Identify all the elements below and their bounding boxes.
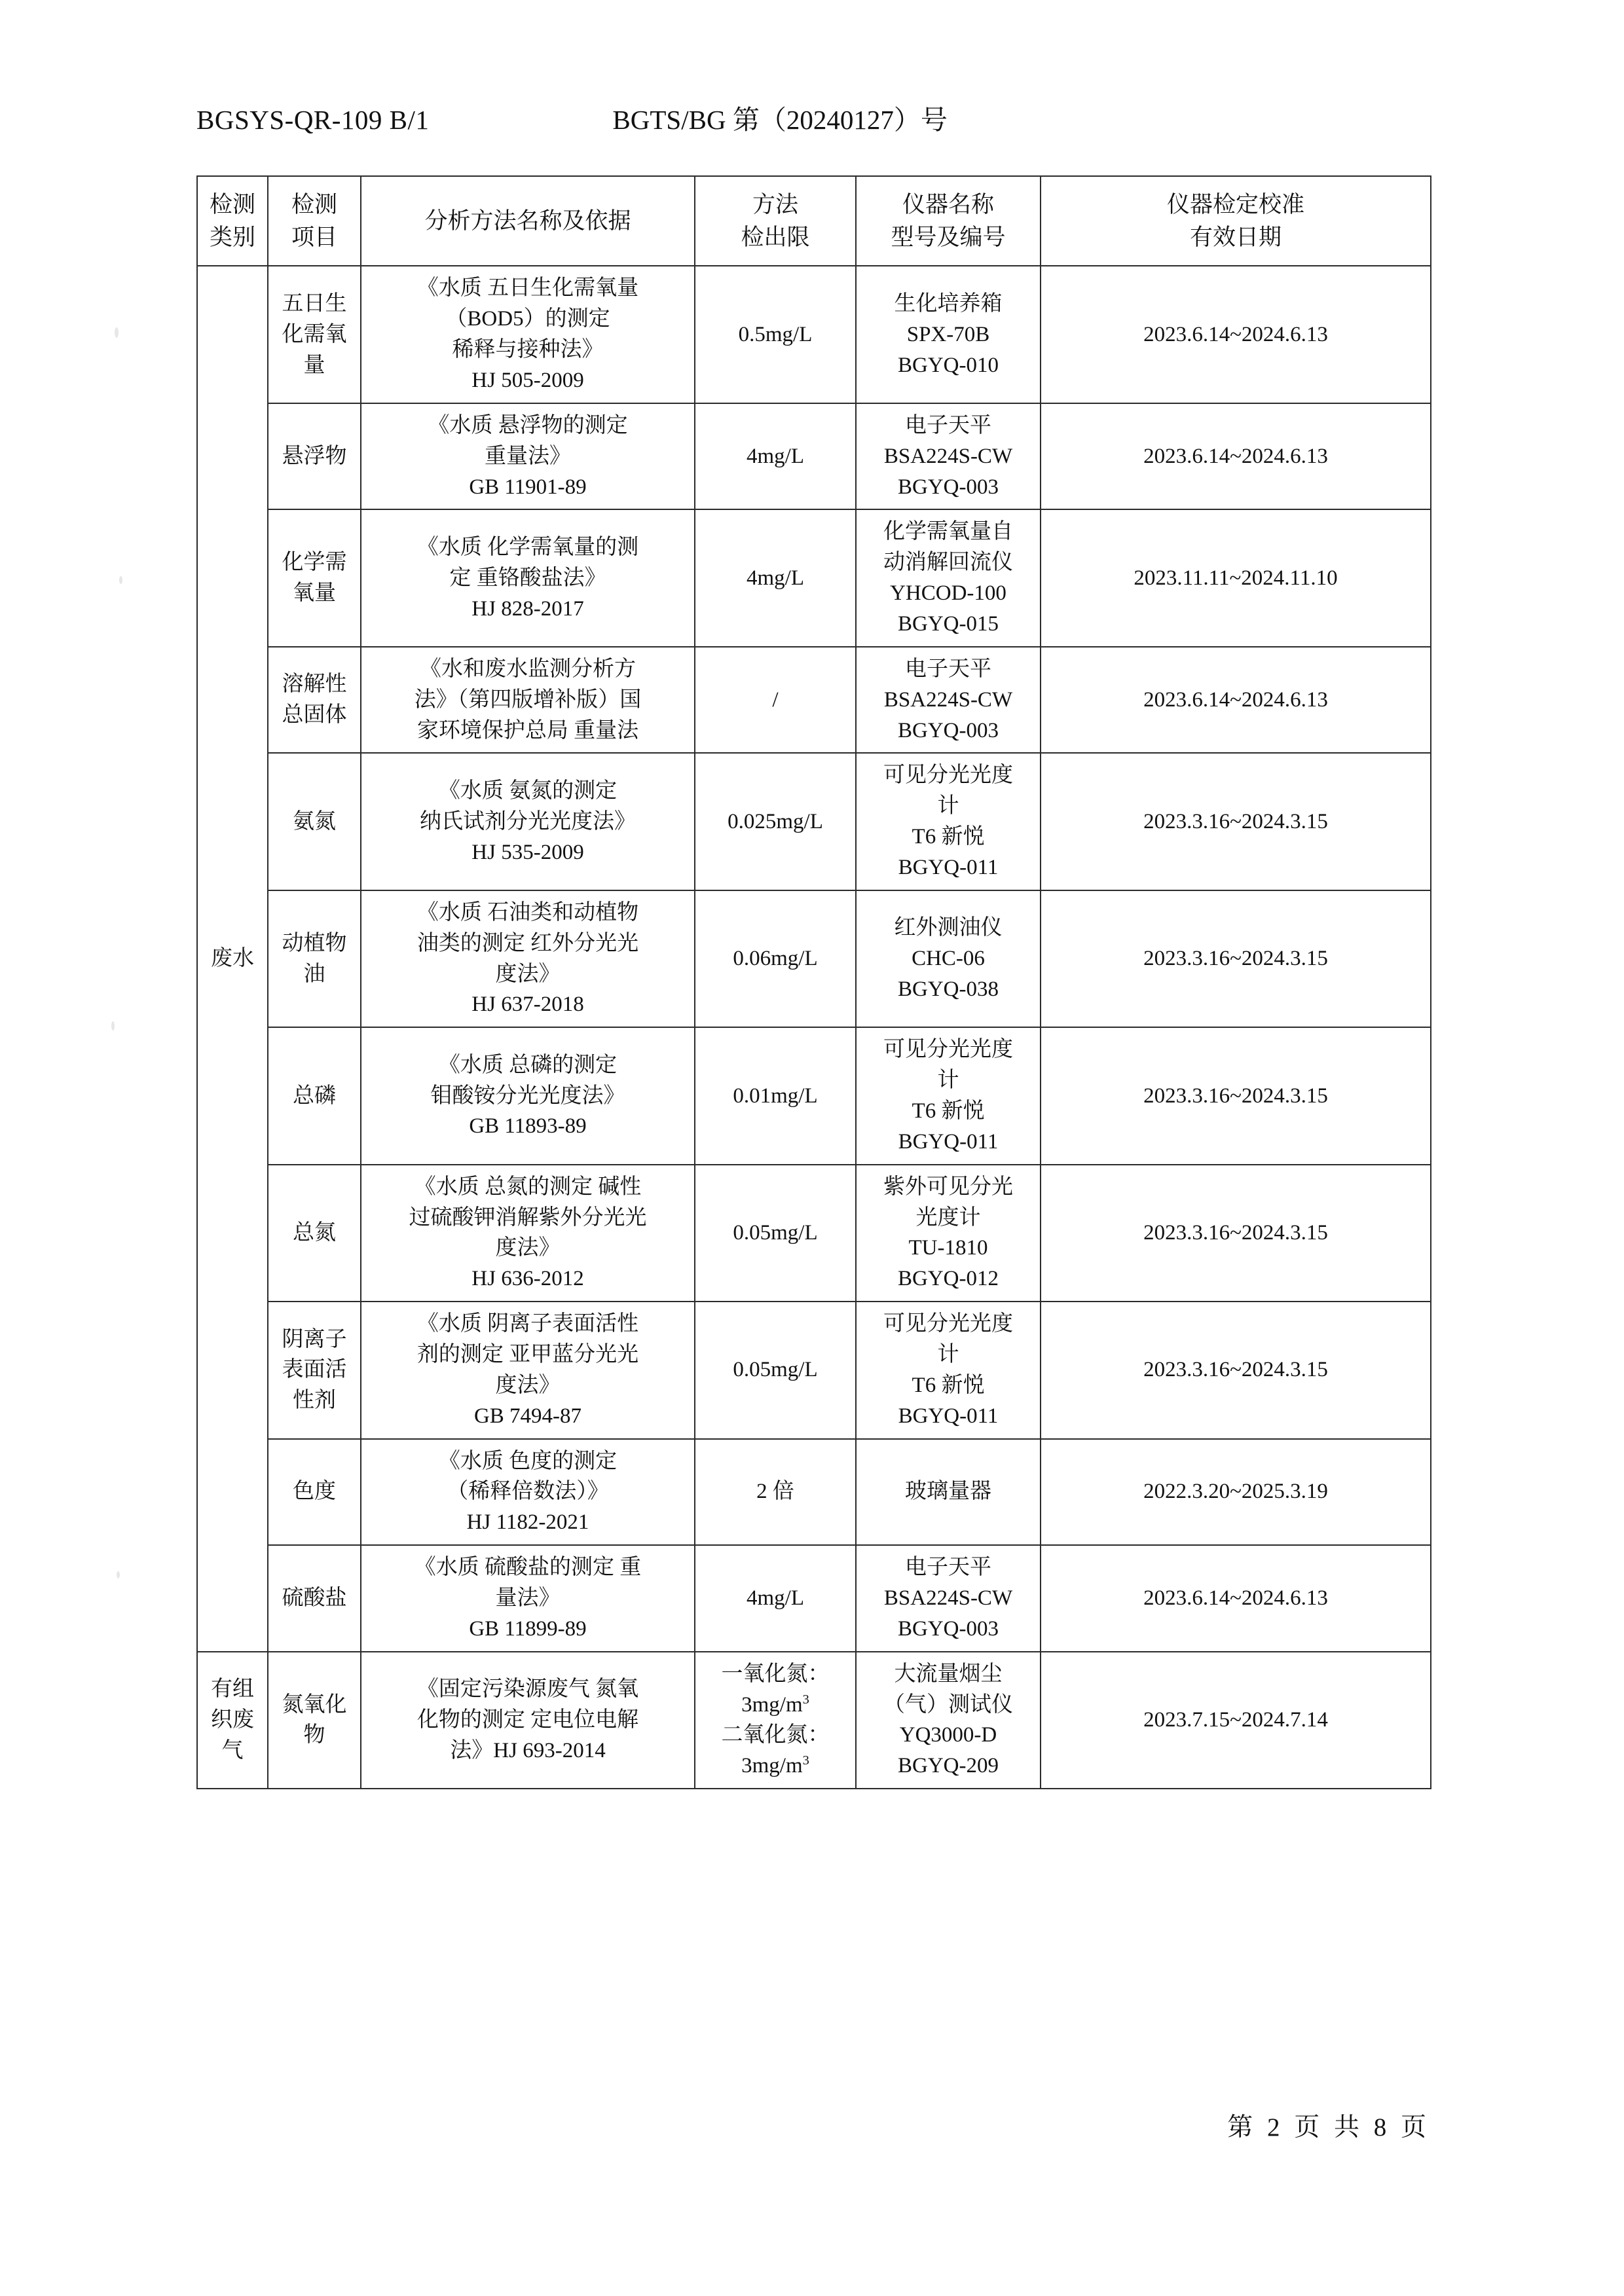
cell-method (361, 1652, 695, 1789)
cell-calibration-date: 2022.3.20~2025.3.19 (1041, 1439, 1431, 1546)
cell-instrument (856, 1027, 1041, 1164)
method-line: HJ 535-2009 (471, 840, 584, 864)
cell-method (361, 509, 695, 646)
table-row (197, 266, 1431, 403)
method-line: （BOD5）的测定 (445, 307, 610, 331)
scan-artifact (111, 1021, 115, 1030)
table-row (197, 890, 1431, 1027)
cell-instrument (856, 1165, 1041, 1302)
cell-method (361, 647, 695, 754)
cell-item: 化学需氧量 (268, 509, 361, 646)
col-header-item: 检测 项目 (268, 176, 361, 266)
instrument-line: 化学需氧量自 (883, 520, 1013, 544)
cell-method (361, 1545, 695, 1652)
instrument-line: 电子天平 (905, 1556, 991, 1580)
instrument-line: BGYQ-003 (898, 475, 999, 499)
cell-instrument (856, 1545, 1041, 1652)
cell-calibration-date: 2023.11.11~2024.11.10 (1041, 509, 1431, 646)
cell-calibration-date: 2023.3.16~2024.3.15 (1041, 1165, 1431, 1302)
cell-method (361, 403, 695, 510)
instrument-line: BGYQ-003 (898, 718, 999, 742)
method-line: 家环境保护总局 重量法 (416, 718, 639, 742)
instrument-line: 红外测油仪 (894, 916, 1003, 940)
cell-method (361, 1439, 695, 1546)
cell-instrument (856, 1302, 1041, 1438)
cell-detection-limit: 0.5mg/L (695, 266, 856, 403)
table-head (197, 176, 1431, 266)
cell-instrument (856, 647, 1041, 754)
method-line: GB 11901-89 (469, 475, 587, 499)
instrument-line: 玻璃量器 (905, 1480, 991, 1504)
cell-method (361, 1302, 695, 1438)
cell-method (361, 1165, 695, 1302)
method-line: （稀释倍数法）》 (447, 1480, 609, 1504)
instrument-line: 电子天平 (905, 413, 991, 437)
cell-instrument (856, 266, 1041, 403)
table-row (197, 1302, 1431, 1438)
cell-item: 氮氧化物 (268, 1652, 361, 1789)
method-line: 《水质 五日生化需氧量 (416, 276, 639, 301)
table-row (197, 509, 1431, 646)
cell-method (361, 1027, 695, 1164)
instrument-line: BGYQ-011 (898, 1404, 999, 1428)
cell-item: 五日生化需氧量 (268, 266, 361, 403)
cell-instrument (856, 509, 1041, 646)
cell-instrument (856, 890, 1041, 1027)
cell-category: 废水 (197, 266, 268, 1651)
method-line: 度法》 (495, 962, 561, 986)
table-header-row (197, 176, 1431, 266)
method-line: GB 11899-89 (469, 1616, 587, 1641)
table-row (197, 1652, 1431, 1789)
instrument-line: 计 (937, 794, 959, 818)
instrument-line: BGYQ-209 (898, 1754, 999, 1778)
instrument-line: T6 新悦 (912, 1373, 985, 1397)
cell-calibration-date: 2023.3.16~2024.3.15 (1041, 1027, 1431, 1164)
detection-methods-table (196, 175, 1431, 1789)
method-line: 重量法》 (485, 444, 571, 468)
cell-item: 阴离子表面活性剂 (268, 1302, 361, 1438)
instrument-line: BSA224S-CW (883, 687, 1013, 712)
method-line: 《水质 色度的测定 (438, 1449, 618, 1473)
cell-detection-limit: 2 倍 (695, 1439, 856, 1546)
cell-detection-limit: 一氧化氮： $3mg/m^3$ 二氧化氮： $3mg/m^3$ (695, 1652, 856, 1789)
cell-item: 色度 (268, 1439, 361, 1546)
cell-detection-limit: 0.05mg/L (695, 1165, 856, 1302)
instrument-line: TU-1810 (908, 1236, 988, 1260)
cell-method (361, 890, 695, 1027)
method-line: 法》HJ 693-2014 (450, 1738, 606, 1762)
table-row (197, 403, 1431, 510)
instrument-line: BGYQ-011 (898, 1129, 999, 1154)
table-row (197, 1027, 1431, 1164)
instrument-line: T6 新悦 (912, 1099, 985, 1123)
method-line: 《水质 阴离子表面活性 (416, 1312, 639, 1336)
cell-item: 溶解性总固体 (268, 647, 361, 754)
instrument-line: 计 (937, 1068, 959, 1093)
method-line: 度法》 (495, 1373, 561, 1397)
method-line: 《水质 悬浮物的测定 (428, 413, 628, 437)
cell-calibration-date: 2023.3.16~2024.3.15 (1041, 1302, 1431, 1438)
cell-calibration-date: 2023.6.14~2024.6.13 (1041, 403, 1431, 510)
instrument-line: 可见分光光度 (883, 1312, 1013, 1336)
cell-item: 硫酸盐 (268, 1545, 361, 1652)
table-row (197, 1545, 1431, 1652)
method-line: 钼酸铵分光光度法》 (430, 1084, 625, 1108)
method-line: 油类的测定 红外分光光 (416, 931, 639, 955)
method-line: 《水质 化学需氧量的测 (416, 535, 639, 559)
method-line: 法》（第四版增补版）国 (414, 687, 642, 712)
instrument-line: BGYQ-011 (898, 855, 999, 879)
instrument-line: 可见分光光度 (883, 763, 1013, 788)
instrument-line: 电子天平 (905, 657, 991, 681)
method-line: GB 7494-87 (473, 1404, 582, 1428)
cell-detection-limit: 0.06mg/L (695, 890, 856, 1027)
instrument-line: 可见分光光度 (883, 1038, 1013, 1062)
method-line: 《水质 总磷的测定 (438, 1053, 618, 1077)
cell-calibration-date: 2023.6.14~2024.6.13 (1041, 647, 1431, 754)
method-line: HJ 1182-2021 (466, 1510, 589, 1535)
col-header-detection-limit: 方法 检出限 (695, 176, 856, 266)
method-line: 纳氏试剂分光光度法》 (420, 809, 636, 833)
table-row (197, 647, 1431, 754)
table-row (197, 753, 1431, 890)
method-line: 《水和废水监测分析方 (420, 657, 636, 681)
instrument-line: （气）测试仪 (883, 1692, 1013, 1717)
scan-artifact (119, 576, 122, 584)
instrument-line: BSA224S-CW (883, 1586, 1013, 1611)
cell-calibration-date: 2023.6.14~2024.6.13 (1041, 266, 1431, 403)
report-number: BGTS/BG 第（20240127）号 (612, 105, 948, 135)
method-line: HJ 636-2012 (471, 1267, 584, 1291)
instrument-line: 动消解回流仪 (883, 551, 1013, 575)
cell-calibration-date: 2023.6.14~2024.6.13 (1041, 1545, 1431, 1652)
cell-detection-limit: 0.05mg/L (695, 1302, 856, 1438)
method-line: HJ 637-2018 (471, 993, 584, 1017)
method-line: 量法》 (495, 1586, 561, 1611)
cell-instrument (856, 753, 1041, 890)
cell-detection-limit: 4mg/L (695, 403, 856, 510)
instrument-line: 光度计 (915, 1205, 981, 1230)
instrument-line: CHC-06 (912, 947, 985, 971)
col-header-instrument: 仪器名称 型号及编号 (856, 176, 1041, 266)
table-row (197, 1165, 1431, 1302)
method-line: 《水质 硫酸盐的测定 重 (414, 1556, 642, 1580)
document-header (196, 98, 1434, 137)
cell-method (361, 266, 695, 403)
cell-item: 动植物油 (268, 890, 361, 1027)
instrument-line: BGYQ-015 (898, 611, 999, 636)
cell-method (361, 753, 695, 890)
method-line: HJ 505-2009 (471, 368, 584, 392)
cell-category: 有组织废气 (197, 1652, 268, 1789)
method-line: 度法》 (495, 1236, 561, 1260)
instrument-line: BSA224S-CW (883, 444, 1013, 468)
method-line: 《固定污染源废气 氮氧 (416, 1677, 639, 1702)
method-line: 稀释与接种法》 (452, 338, 604, 362)
method-line: 定 重铬酸盐法》 (449, 566, 606, 590)
method-line: 过硫酸钾消解紫外分光光 (409, 1205, 647, 1230)
table-body (197, 266, 1431, 1789)
cell-item: 氨氮 (268, 753, 361, 890)
cell-detection-limit: 0.01mg/L (695, 1027, 856, 1164)
cell-item: 悬浮物 (268, 403, 361, 510)
cell-instrument (856, 1652, 1041, 1789)
method-line: HJ 828-2017 (471, 596, 584, 621)
instrument-line: 大流量烟尘 (894, 1662, 1003, 1686)
instrument-line: BGYQ-003 (898, 1616, 999, 1641)
scan-artifact (115, 327, 119, 338)
cell-calibration-date: 2023.3.16~2024.3.15 (1041, 890, 1431, 1027)
cell-detection-limit: 4mg/L (695, 1545, 856, 1652)
instrument-line: BGYQ-010 (898, 353, 999, 377)
instrument-line: 生化培养箱 (894, 291, 1003, 316)
instrument-line: BGYQ-012 (898, 1267, 999, 1291)
cell-detection-limit: 0.025mg/L (695, 753, 856, 890)
scan-artifact (117, 1571, 120, 1578)
instrument-line: BGYQ-038 (898, 977, 999, 1001)
cell-item: 总磷 (268, 1027, 361, 1164)
method-line: 《水质 石油类和动植物 (416, 900, 639, 924)
col-header-calibration-date: 仪器检定校准 有效日期 (1041, 176, 1431, 266)
instrument-line: YQ3000-D (899, 1723, 997, 1747)
cell-detection-limit: 4mg/L (695, 509, 856, 646)
page-number-label: 第 2 页 共 8 页 (1227, 2113, 1430, 2141)
page-footer (196, 2107, 1430, 2143)
col-header-method: 分析方法名称及依据 (361, 176, 695, 266)
col-header-category: 检测 类别 (197, 176, 268, 266)
method-line: GB 11893-89 (469, 1114, 587, 1139)
instrument-line: 计 (937, 1343, 959, 1367)
instrument-line: SPX-70B (906, 322, 990, 346)
cell-calibration-date: 2023.3.16~2024.3.15 (1041, 753, 1431, 890)
document-code: BGSYS-QR-109 B/1 (196, 105, 430, 135)
cell-calibration-date: 2023.7.15~2024.7.14 (1041, 1652, 1431, 1789)
instrument-line: T6 新悦 (912, 825, 985, 849)
method-line: 《水质 氨氮的测定 (438, 778, 618, 803)
instrument-line: 紫外可见分光 (883, 1175, 1013, 1199)
method-line: 化物的测定 定电位电解 (416, 1708, 639, 1732)
table-row (197, 1439, 1431, 1546)
cell-detection-limit: / (695, 647, 856, 754)
cell-instrument (856, 1439, 1041, 1546)
cell-instrument (856, 403, 1041, 510)
instrument-line: YHCOD-100 (890, 581, 1006, 606)
method-line: 《水质 总氮的测定 碱性 (414, 1175, 642, 1199)
method-table-wrap (196, 175, 1430, 1789)
method-line: 剂的测定 亚甲蓝分光光 (416, 1343, 639, 1367)
cell-item: 总氮 (268, 1165, 361, 1302)
